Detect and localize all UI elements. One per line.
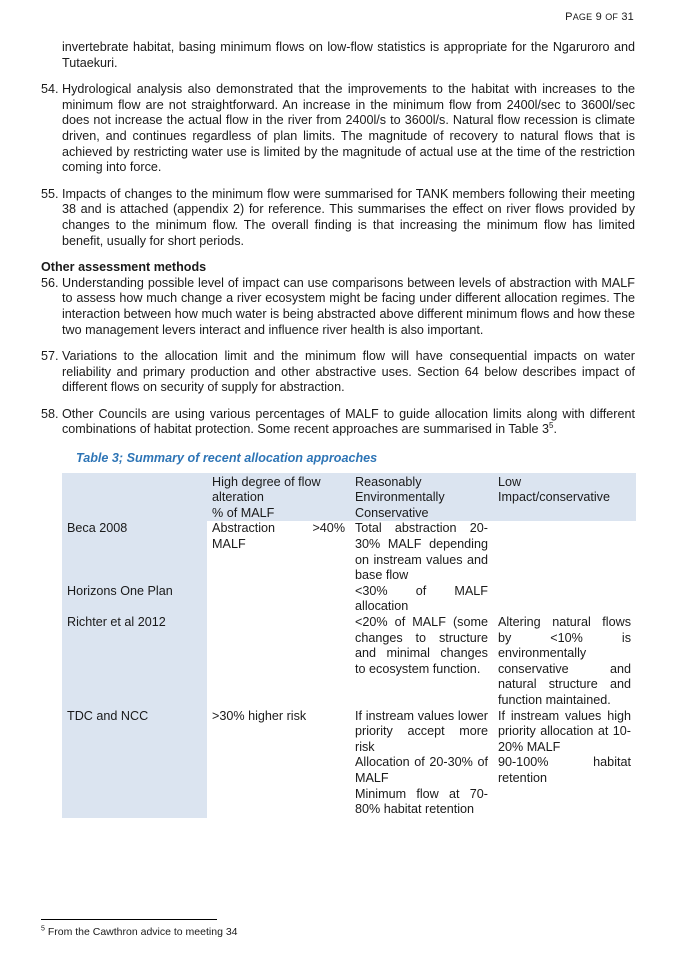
- row-label: Beca 2008: [62, 521, 207, 583]
- row-label: Horizons One Plan: [62, 584, 207, 615]
- table-cell: <20% of MALF (some changes to structure and minimal changes to ecosystem function.: [350, 615, 493, 709]
- table-cell: Total abstraction 20-30% MALF depending on instream values and base flow: [350, 521, 493, 583]
- table-row: [62, 584, 636, 615]
- row-label: TDC and NCC: [62, 709, 207, 818]
- paragraph-58: [41, 407, 635, 438]
- header-cell-high-alteration: High degree of flow alteration % of MALF: [207, 473, 350, 522]
- paragraph-57: [41, 349, 635, 396]
- page-number: PAGE 9 OF 31: [565, 11, 634, 23]
- table-row: [62, 709, 636, 818]
- table-caption: Table 3; Summary of recent allocation approaches: [76, 451, 378, 466]
- footnote-mark: 5: [41, 925, 45, 933]
- paragraph-text: Variations to the allocation limit and the minimum flow will have consequential impacts on water reliability and primary production and other abstractive uses. Section 64 below describes impact of different flows on security of supply for abstraction.: [62, 349, 635, 395]
- paragraph-56: [41, 276, 635, 338]
- table-row: [62, 615, 636, 709]
- paragraph-number: 57.: [41, 349, 59, 364]
- paragraph-text: Other Councils are using various percentages of MALF to guide allocation limits along with different combinations of habitat protection. Some recent approaches are summarised in Table $3^5$.: [62, 406, 635, 437]
- paragraph-text: Hydrological analysis also demonstrated that the improvements to the habitat with increases to the minimum flow are not straightforward. An increase in the minimum flow from 2400l/sec to 3600l/sec does not increase the actual flow in the river from 2400l/s to 3600l/s. Natural flow recession is climate driven, and continues regardless of plan limits. The magnitude of recovery to natural flows that is achieved by restricting water use is limited by the magnitude of actual use at the time of the restriction coming into force.: [62, 82, 635, 175]
- of-word: OF: [605, 12, 619, 22]
- page-word: P: [565, 11, 573, 23]
- table-cell: If instream values high priority allocation at 10-20% MALF 90-100% habitat retention: [493, 709, 636, 818]
- page-total: 31: [621, 11, 634, 23]
- header-cell-empty: [62, 473, 207, 522]
- header-cell-reasonably-conservative: Reasonably Environmentally Conservative: [350, 473, 493, 522]
- header-cell-low-impact: Low Impact/conservative: [493, 473, 636, 522]
- table-cell: <30% of MALF allocation: [350, 584, 493, 615]
- paragraph-number: 56.: [41, 275, 59, 290]
- paragraph-number: 58.: [41, 406, 59, 421]
- document-body: [41, 40, 635, 818]
- table-cell: [207, 584, 350, 615]
- table-cell: [207, 615, 350, 709]
- paragraph-55: [41, 187, 635, 249]
- table-row: [62, 521, 636, 583]
- table-cell: >30% higher risk: [207, 709, 350, 818]
- footnote-separator: [41, 919, 217, 920]
- footnote-text: From the Cawthron advice to meeting 34: [44, 926, 238, 938]
- continued-paragraph: invertebrate habitat, basing minimum flows on low-flow statistics is appropriate for the Ngaruroro and Tutaekuri.: [62, 40, 635, 70]
- paragraph-54: [41, 82, 635, 176]
- table-cell: Altering natural flows by <10% is environmentally conservative and natural structure and function maintained.: [493, 615, 636, 709]
- allocation-table: [62, 473, 636, 818]
- table-header-row: [62, 473, 636, 522]
- table-cell: Abstraction >40% MALF: [207, 521, 350, 583]
- paragraph-text: Understanding possible level of impact can use comparisons between levels of abstraction with MALF to assess how much change a river ecosystem might be facing under different allocation regimes. The interaction between how much water is being abstracted above different minimum flows and how these two management levers interact and influence river health is also important.: [62, 275, 635, 337]
- page-num: 9: [595, 11, 602, 23]
- section-heading: Other assessment methods: [41, 260, 207, 275]
- table-cell: [493, 584, 636, 615]
- footnote: [41, 926, 238, 938]
- paragraph-text: Impacts of changes to the minimum flow were summarised for TANK members following their meeting 38 and is attached (appendix 2) for reference. This summarises the effect on river flows provided by changes to the minimum flow. The overall finding is that increasing the minimum flow has limited benefit, usually for short periods.: [62, 186, 635, 248]
- footnote-reference[interactable]: 5: [549, 421, 554, 431]
- table-cell: [493, 521, 636, 583]
- row-label: Richter et al 2012: [62, 615, 207, 709]
- paragraph-number: 54.: [41, 82, 59, 97]
- paragraph-number: 55.: [41, 186, 59, 201]
- table-cell: If instream values lower priority accept more risk Allocation of 20-30% of MALF Minimum flow at 70-80% habitat retention: [350, 709, 493, 818]
